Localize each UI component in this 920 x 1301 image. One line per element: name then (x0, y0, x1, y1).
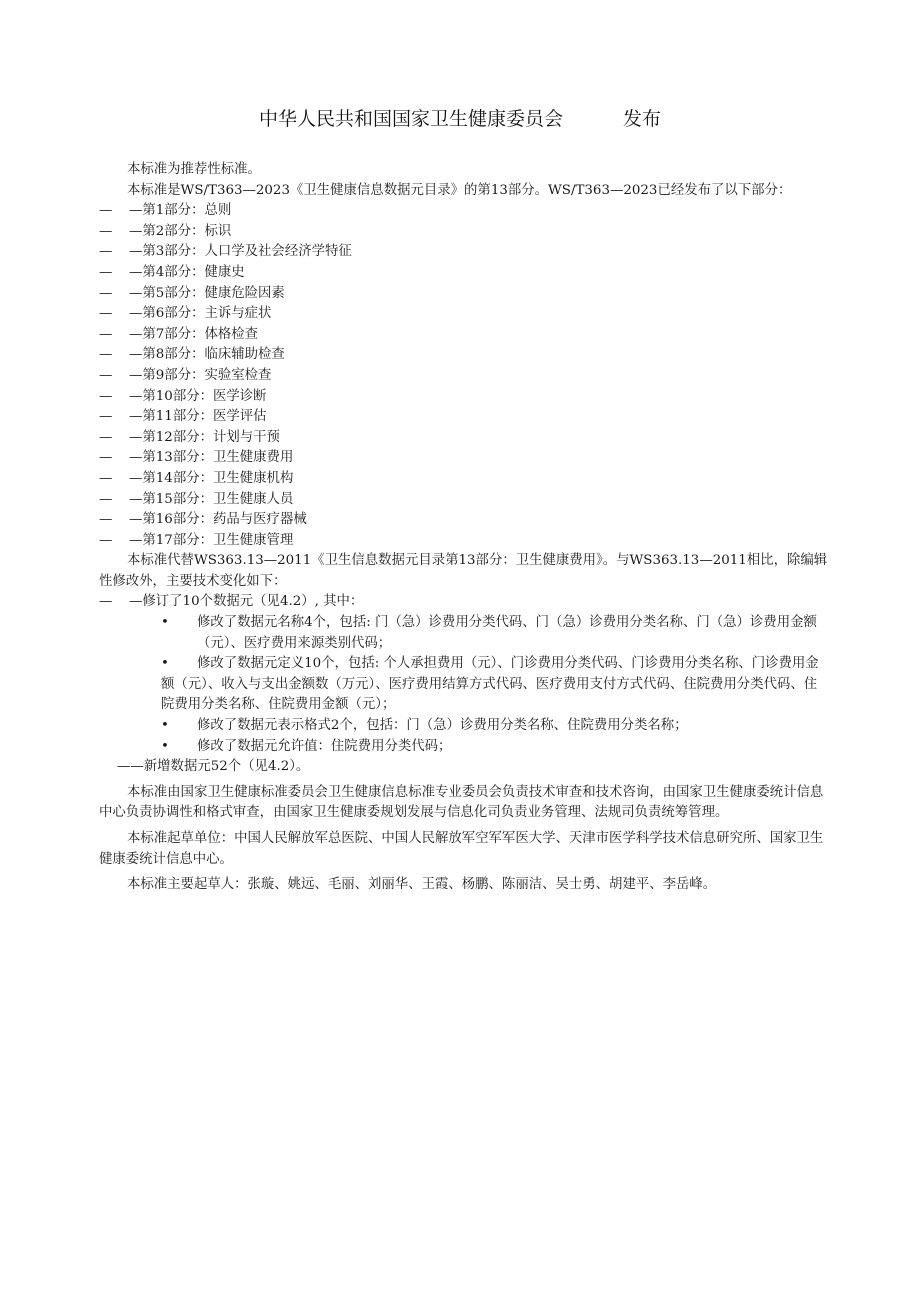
bullet-icon: • (161, 656, 169, 672)
paragraph-added: ——新增数据元52个（见4.2）。 (117, 759, 310, 775)
list-item: —第15部分：卫生健康人员 (129, 491, 294, 507)
paragraph-recommended: 本标准为推荐性标准。 (127, 162, 261, 177)
list-item: —第7部分：体格检查 (129, 326, 259, 342)
list-item: —第8部分：临床辅助检查 (129, 347, 285, 363)
list-item: —第12部分：计划与干预 (129, 429, 280, 445)
list-item: —第14部分：卫生健康机构 (129, 470, 294, 486)
bullet-icon: • (161, 738, 169, 754)
list-item: • 修改了数据元表示格式2个，包括：门（急）诊费用分类名称、住院费用分类名称； (99, 716, 829, 737)
list-item: • 修改了数据元允许值：住院费用分类代码； (99, 737, 829, 758)
list-item: —第11部分：医学评估 (129, 409, 267, 425)
changes-intro: — —修订了10个数据元（见4.2）, 其中： (99, 594, 364, 610)
list-item: • 修改了数据元定义10个，包括: 个人承担费用（元）、门诊费用分类代码、门诊费用分类名称、门诊费用金额（元）、收入与支出金额数（万元）、医疗费用结算方式代码、医疗费用支付方式代码、住院费用分类代码、住院费用分类名称、住院费用金额（元）； (161, 656, 819, 713)
paragraph-drafters: 本标准主要起草人：张璇、姚远、毛丽、刘丽华、王霞、杨鹏、陈丽洁、吴士勇、胡建平、李岳峰。 (127, 877, 717, 893)
list-item: —第4部分：健康史 (129, 264, 245, 280)
paragraph-part-of: 本标准是WS/T363—2023《卫生健康信息数据元目录》的第13部分。WS/T363—2023已经发布了以下部分： (127, 182, 792, 198)
list-item: —第6部分：主诉与症状 (129, 306, 272, 322)
list-item: —第13部分：卫生健康费用 (129, 450, 294, 466)
bullet-icon: • (161, 718, 169, 734)
publisher-organization: 中华人民共和国国家卫生健康委员会 (258, 108, 563, 130)
list-item: —第5部分：健康危险因素 (129, 285, 285, 301)
list-item: —第16部分：药品与医疗器械 (129, 512, 307, 528)
list-item: —第3部分：人口学及社会经济学特征 (129, 244, 352, 260)
paragraph-replaces: 本标准代替WS363.13—2011《卫生信息数据元目录第13部分：卫生健康费用》。与WS363.13—2011相比，除编辑性修改外，主要技术变化如下： (99, 553, 828, 589)
list-item: —第1部分：总则 (129, 203, 232, 219)
foreword-body (99, 160, 829, 896)
changes-list (99, 613, 829, 757)
paragraph-responsibility: 本标准由国家卫生健康标准委员会卫生健康信息标准专业委员会负责技术审查和技术咨询，由国家卫生健康委统计信息中心负责协调性和格式审查，由国家卫生健康委规划发展与信息化司负责业务管理、法规司负责统筹管理。 (99, 784, 824, 821)
list-item: —第17部分：卫生健康管理 (129, 532, 294, 548)
publish-label: 发布 (623, 108, 662, 130)
list-item: • 修改了数据元名称4个，包括: 门（急）诊费用分类代码、门（急）诊费用分类名称、门（急）诊费用金额（元）、医疗费用来源类别代码； (161, 615, 817, 651)
paragraph-drafting-units: 本标准起草单位：中国人民解放军总医院、中国人民解放军空军军医大学、天津市医学科学技术信息研究所、国家卫生健康委统计信息中心。 (99, 831, 824, 867)
parts-list: — —第1部分：总则 — —第2部分：标识 — —第3部分：人口学及社会经济学特征 — —第4部分：健康史 — —第5部分：健康危险因素 — —第6部分：主诉与症状 — —第7部分：体格检查 — —第8部分：临床辅助检查 — —第9部分：实验室检查 — —第10部分：医学诊断 — —第11部分：医学评估 — —第12部分：计划与干预 — —第13部分：卫生健康费用 — —第14部分：卫生健康机构 — —第15部分：卫生健康人员 — —第16部分：药品与医疗器械 — —第17部分：卫生健康管理 (99, 203, 352, 548)
publisher-line (0, 104, 920, 131)
list-item: —第2部分：标识 (129, 223, 232, 239)
list-item: —第9部分：实验室检查 (129, 367, 272, 383)
bullet-icon: • (161, 615, 169, 631)
list-item: —第10部分：医学诊断 (129, 388, 267, 404)
